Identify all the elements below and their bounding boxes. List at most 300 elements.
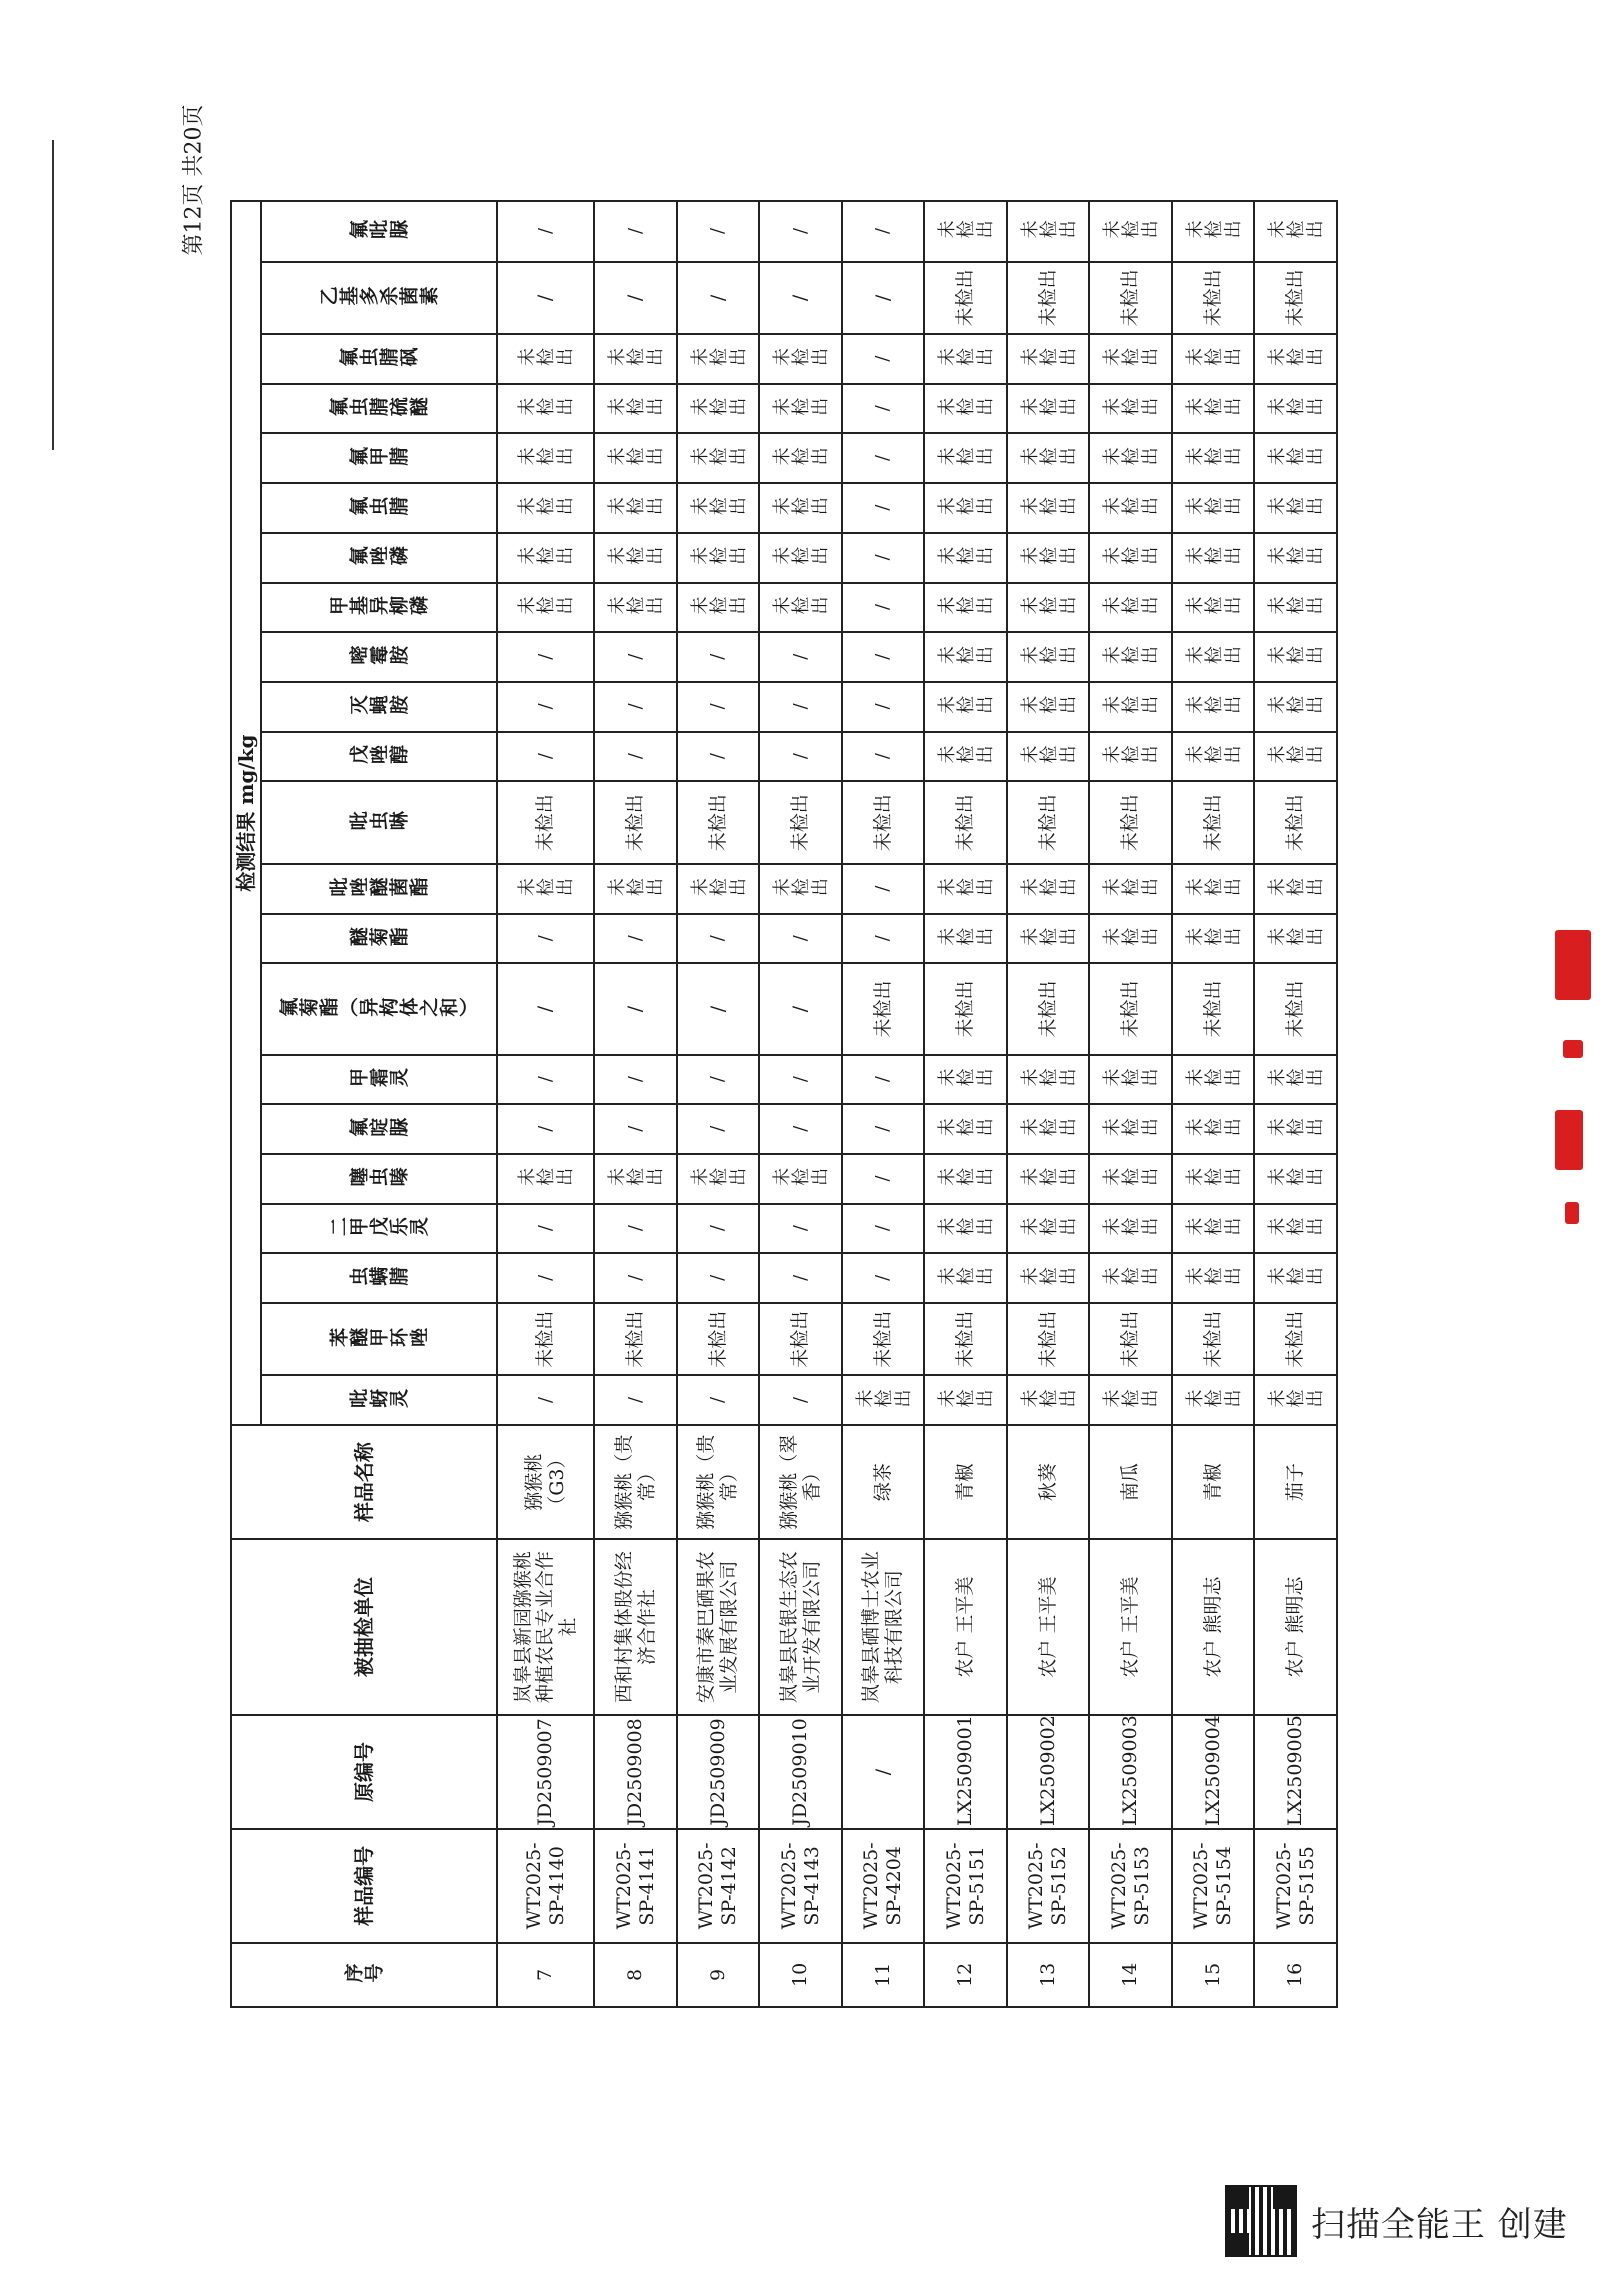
result-cell: 未检出	[1007, 1303, 1090, 1375]
result-cell: /	[497, 1055, 594, 1105]
scanner-label: 扫描全能王 创建	[1311, 2204, 1568, 2245]
result-cell: /	[842, 632, 925, 682]
result-cell: /	[759, 1376, 842, 1426]
result-cell: /	[497, 682, 594, 732]
result-cell: 未检出	[594, 1303, 677, 1375]
result-cell: 未检出	[1007, 1104, 1090, 1154]
result-cell: 未检出	[594, 334, 677, 384]
result-cell: 未检出	[1089, 963, 1172, 1054]
result-cell: 未检出	[1089, 1204, 1172, 1254]
result-cell: 未检出	[924, 781, 1007, 864]
result-cell: 未检出	[1254, 433, 1337, 483]
result-cell: 未检出	[497, 384, 594, 434]
row-orig-id: JD2509009	[677, 1715, 760, 1829]
row-sample-id: WT2025-SP-5152	[1007, 1829, 1090, 1943]
result-cell: /	[497, 914, 594, 964]
row-sample-id: WT2025-SP-5154	[1172, 1829, 1255, 1943]
result-cell: 未检出	[497, 433, 594, 483]
result-cell: /	[759, 732, 842, 782]
result-cell: 未检出	[497, 864, 594, 914]
result-cell: 未检出	[924, 1303, 1007, 1375]
result-cell: 未检出	[677, 1303, 760, 1375]
row-name: 猕猴桃（贵常）	[594, 1425, 677, 1539]
result-cell: 未检出	[497, 483, 594, 533]
result-cell: 未检出	[1254, 533, 1337, 583]
result-cell: /	[842, 1104, 925, 1154]
row-unit: 安康市秦巴硒果农业发展有限公司	[677, 1539, 760, 1715]
result-cell: 未检出	[594, 384, 677, 434]
result-cell: /	[497, 1253, 594, 1303]
result-cell: /	[594, 1104, 677, 1154]
result-cell: 未检出	[924, 1154, 1007, 1204]
result-cell: 未检出	[924, 583, 1007, 633]
result-cell: 未检出	[1007, 433, 1090, 483]
table-row	[924, 201, 1007, 2007]
row-unit: 岚皋县民银生态农业开发有限公司	[759, 1539, 842, 1715]
result-cell: 未检出	[1007, 334, 1090, 384]
result-cell: 未检出	[1089, 483, 1172, 533]
result-cell: /	[842, 384, 925, 434]
result-cell: 未检出	[924, 963, 1007, 1054]
analyte-header: 氟甲腈	[261, 433, 497, 483]
result-cell: 未检出	[924, 334, 1007, 384]
result-cell: 未检出	[1089, 583, 1172, 633]
result-cell: 未检出	[1254, 201, 1337, 262]
result-cell: 未检出	[924, 1055, 1007, 1105]
qr-code-icon	[1225, 2185, 1297, 2257]
analyte-header: 甲基异柳磷	[261, 583, 497, 633]
table-row	[1007, 201, 1090, 2007]
result-cell: 未检出	[924, 533, 1007, 583]
result-cell: 未检出	[842, 781, 925, 864]
red-stamp-fragment	[1555, 930, 1595, 1230]
row-name: 猕猴桃（贵常）	[677, 1425, 760, 1539]
result-cell: /	[842, 533, 925, 583]
result-cell: /	[594, 1204, 677, 1254]
result-cell: 未检出	[1172, 334, 1255, 384]
analyte-header: 灭蝇胺	[261, 682, 497, 732]
result-cell: 未检出	[759, 533, 842, 583]
result-cell: 未检出	[759, 1154, 842, 1204]
analyte-header: 氟虫腈	[261, 483, 497, 533]
result-cell: 未检出	[1089, 1104, 1172, 1154]
result-cell: 未检出	[1172, 732, 1255, 782]
result-cell: /	[759, 682, 842, 732]
row-unit: 农户 熊明志	[1254, 1539, 1337, 1715]
result-cell: 未检出	[924, 433, 1007, 483]
result-cell: /	[759, 1104, 842, 1154]
result-cell: 未检出	[1089, 334, 1172, 384]
table-row	[1172, 201, 1255, 2007]
row-name: 南瓜	[1089, 1425, 1172, 1539]
result-cell: 未检出	[1172, 583, 1255, 633]
result-cell: 未检出	[1007, 732, 1090, 782]
result-cell: /	[677, 682, 760, 732]
result-cell: 未检出	[1172, 201, 1255, 262]
row-seq: 10	[759, 1943, 842, 2007]
result-cell: 未检出	[677, 384, 760, 434]
result-cell: 未检出	[759, 433, 842, 483]
result-cell: 未检出	[1172, 1253, 1255, 1303]
result-cell: 未检出	[1172, 1055, 1255, 1105]
row-unit: 西和村集体股份经济合作社	[594, 1539, 677, 1715]
result-cell: 未检出	[1172, 632, 1255, 682]
result-cell: 未检出	[1089, 864, 1172, 914]
result-cell: 未检出	[924, 201, 1007, 262]
header-results-title: 检测结果 mg/kg	[231, 201, 261, 1425]
result-cell: 未检出	[759, 583, 842, 633]
result-cell: 未检出	[1254, 781, 1337, 864]
result-cell: 未检出	[1007, 583, 1090, 633]
row-name: 猕猴桃（翠香）	[759, 1425, 842, 1539]
result-cell: 未检出	[1254, 632, 1337, 682]
result-cell: /	[594, 1253, 677, 1303]
result-cell: /	[677, 1376, 760, 1426]
result-cell: /	[594, 682, 677, 732]
result-cell: 未检出	[1089, 433, 1172, 483]
result-cell: 未检出	[1007, 201, 1090, 262]
result-cell: 未检出	[1172, 963, 1255, 1054]
result-cell: /	[759, 1253, 842, 1303]
analyte-header: 吡虫啉	[261, 781, 497, 864]
analyte-header: 氟唑磷	[261, 533, 497, 583]
result-cell: 未检出	[1007, 781, 1090, 864]
result-cell: 未检出	[759, 384, 842, 434]
result-cell: 未检出	[1089, 732, 1172, 782]
result-cell: /	[497, 963, 594, 1054]
result-cell: 未检出	[924, 682, 1007, 732]
result-cell: 未检出	[1254, 914, 1337, 964]
result-cell: 未检出	[594, 533, 677, 583]
result-cell: 未检出	[1172, 864, 1255, 914]
result-cell: 未检出	[1254, 1055, 1337, 1105]
result-cell: /	[759, 1055, 842, 1105]
result-cell: /	[842, 583, 925, 633]
result-cell: /	[497, 201, 594, 262]
row-sample-id: WT2025-SP-5153	[1089, 1829, 1172, 1943]
result-cell: 未检出	[924, 632, 1007, 682]
result-cell: 未检出	[1172, 1104, 1255, 1154]
margin-line	[52, 140, 54, 450]
result-cell: 未检出	[842, 1376, 925, 1426]
row-orig-id: /	[842, 1715, 925, 1829]
result-cell: /	[677, 1204, 760, 1254]
result-cell: /	[677, 262, 760, 334]
result-cell: 未检出	[1172, 384, 1255, 434]
row-seq: 12	[924, 1943, 1007, 2007]
result-cell: 未检出	[1254, 864, 1337, 914]
row-name: 猕猴桃（G3）	[497, 1425, 594, 1539]
result-cell: /	[842, 483, 925, 533]
table-row	[677, 201, 760, 2007]
result-cell: /	[759, 262, 842, 334]
result-cell: 未检出	[1172, 1376, 1255, 1426]
table-row	[759, 201, 842, 2007]
table-row	[842, 201, 925, 2007]
row-unit: 农户 王平美	[924, 1539, 1007, 1715]
result-cell: 未检出	[1089, 1055, 1172, 1105]
result-cell: 未检出	[842, 963, 925, 1054]
row-name: 青椒	[1172, 1425, 1255, 1539]
row-seq: 13	[1007, 1943, 1090, 2007]
row-unit: 岚皋县硒博士农业科技有限公司	[842, 1539, 925, 1715]
row-orig-id: LX2509002	[1007, 1715, 1090, 1829]
result-cell: 未检出	[1172, 682, 1255, 732]
result-cell: /	[677, 201, 760, 262]
result-cell: /	[677, 1104, 760, 1154]
result-cell: /	[759, 632, 842, 682]
result-cell: 未检出	[924, 262, 1007, 334]
result-cell: 未检出	[1007, 963, 1090, 1054]
row-sample-id: WT2025-SP-4141	[594, 1829, 677, 1943]
result-cell: 未检出	[924, 1204, 1007, 1254]
row-unit: 岚皋县新园猕猴桃种植农民专业合作社	[497, 1539, 594, 1715]
result-cell: 未检出	[1172, 781, 1255, 864]
result-cell: 未检出	[759, 334, 842, 384]
result-cell: 未检出	[1254, 732, 1337, 782]
row-seq: 9	[677, 1943, 760, 2007]
result-cell: /	[594, 201, 677, 262]
result-cell: 未检出	[594, 864, 677, 914]
result-cell: /	[677, 632, 760, 682]
row-unit: 农户 王平美	[1007, 1539, 1090, 1715]
analyte-header: 吡蚜灵	[261, 1376, 497, 1426]
row-unit: 农户 王平美	[1089, 1539, 1172, 1715]
result-cell: 未检出	[1254, 1204, 1337, 1254]
result-cell: 未检出	[677, 533, 760, 583]
result-cell: 未检出	[1254, 1303, 1337, 1375]
row-unit: 农户 熊明志	[1172, 1539, 1255, 1715]
result-cell: /	[677, 1055, 760, 1105]
result-cell: 未检出	[594, 583, 677, 633]
header-sample-id: 样品编号	[231, 1829, 497, 1943]
result-cell: /	[594, 262, 677, 334]
result-cell: /	[497, 1204, 594, 1254]
result-cell: 未检出	[1089, 201, 1172, 262]
analyte-header: 氟虫腈砜	[261, 334, 497, 384]
analyte-header: 吡唑醚菌酯	[261, 864, 497, 914]
row-orig-id: JD2509007	[497, 1715, 594, 1829]
result-cell: 未检出	[1172, 1303, 1255, 1375]
result-cell: 未检出	[594, 1154, 677, 1204]
result-cell: 未检出	[1089, 914, 1172, 964]
result-cell: 未检出	[1007, 682, 1090, 732]
row-orig-id: LX2509005	[1254, 1715, 1337, 1829]
result-cell: 未检出	[1007, 1204, 1090, 1254]
result-cell: 未检出	[594, 781, 677, 864]
analyte-header: 噻虫嗪	[261, 1154, 497, 1204]
result-cell: 未检出	[1089, 781, 1172, 864]
result-cell: 未检出	[1172, 483, 1255, 533]
analyte-header: 氟啶脲	[261, 1104, 497, 1154]
result-cell: /	[677, 914, 760, 964]
result-cell: 未检出	[1007, 632, 1090, 682]
result-cell: 未检出	[1254, 483, 1337, 533]
result-cell: 未检出	[1254, 963, 1337, 1054]
row-sample-id: WT2025-SP-4204	[842, 1829, 925, 1943]
result-cell: /	[497, 632, 594, 682]
result-cell: 未检出	[1007, 1154, 1090, 1204]
result-cell: /	[842, 682, 925, 732]
result-cell: 未检出	[1254, 583, 1337, 633]
result-cell: /	[759, 1204, 842, 1254]
result-cell: 未检出	[677, 334, 760, 384]
result-cell: 未检出	[1172, 1204, 1255, 1254]
result-cell: 未检出	[497, 1154, 594, 1204]
analyte-header: 氟虫腈硫醚	[261, 384, 497, 434]
header-seq: 序号	[231, 1943, 497, 2007]
result-cell: 未检出	[677, 483, 760, 533]
result-cell: 未检出	[1254, 1376, 1337, 1426]
result-cell: 未检出	[677, 433, 760, 483]
row-seq: 16	[1254, 1943, 1337, 2007]
result-cell: 未检出	[1172, 433, 1255, 483]
rotated-report-table	[230, 200, 1338, 2008]
analyte-header: 嘧霉胺	[261, 632, 497, 682]
result-cell: /	[594, 963, 677, 1054]
result-cell: 未检出	[1254, 384, 1337, 434]
result-cell: 未检出	[677, 781, 760, 864]
result-cell: 未检出	[1007, 533, 1090, 583]
row-seq: 8	[594, 1943, 677, 2007]
result-cell: 未检出	[1172, 533, 1255, 583]
result-cell: /	[594, 1055, 677, 1105]
analyte-header: 二甲戊乐灵	[261, 1204, 497, 1254]
result-cell: /	[842, 262, 925, 334]
table-row	[1254, 201, 1337, 2007]
result-cell: 未检出	[1089, 384, 1172, 434]
analyte-header: 氟菊酯（异构体之和）	[261, 963, 497, 1054]
result-cell: 未检出	[842, 1303, 925, 1375]
row-seq: 15	[1172, 1943, 1255, 2007]
row-name: 青椒	[924, 1425, 1007, 1539]
result-cell: 未检出	[1254, 1154, 1337, 1204]
result-cell: /	[842, 914, 925, 964]
table-row	[1089, 201, 1172, 2007]
result-cell: 未检出	[1089, 262, 1172, 334]
result-cell: /	[842, 1253, 925, 1303]
result-cell: /	[594, 1376, 677, 1426]
result-cell: 未检出	[924, 483, 1007, 533]
result-cell: /	[842, 334, 925, 384]
result-cell: 未检出	[1007, 1376, 1090, 1426]
result-cell: 未检出	[1089, 632, 1172, 682]
header-unit: 被抽检单位	[231, 1539, 497, 1715]
analyte-header: 苯醚甲环唑	[261, 1303, 497, 1375]
result-cell: 未检出	[1172, 262, 1255, 334]
result-cell: /	[759, 963, 842, 1054]
result-cell: 未检出	[924, 1376, 1007, 1426]
result-cell: 未检出	[759, 781, 842, 864]
result-cell: 未检出	[1254, 1104, 1337, 1154]
result-cell: 未检出	[594, 483, 677, 533]
result-cell: /	[497, 1376, 594, 1426]
result-cell: 未检出	[759, 1303, 842, 1375]
row-seq: 11	[842, 1943, 925, 2007]
result-cell: /	[497, 732, 594, 782]
row-sample-id: WT2025-SP-5155	[1254, 1829, 1337, 1943]
result-cell: 未检出	[1007, 864, 1090, 914]
row-orig-id: LX2509001	[924, 1715, 1007, 1829]
result-cell: /	[842, 1154, 925, 1204]
result-cell: 未检出	[1007, 384, 1090, 434]
result-cell: 未检出	[594, 433, 677, 483]
result-cell: 未检出	[924, 914, 1007, 964]
result-cell: /	[842, 1204, 925, 1254]
row-sample-id: WT2025-SP-5151	[924, 1829, 1007, 1943]
result-cell: 未检出	[677, 864, 760, 914]
result-cell: 未检出	[1089, 1376, 1172, 1426]
row-sample-id: WT2025-SP-4142	[677, 1829, 760, 1943]
table-row	[594, 201, 677, 2007]
result-cell: 未检出	[1007, 914, 1090, 964]
result-cell: 未检出	[677, 583, 760, 633]
result-cell: 未检出	[1254, 334, 1337, 384]
result-cell: 未检出	[924, 864, 1007, 914]
result-cell: /	[594, 632, 677, 682]
result-cell: 未检出	[1007, 1055, 1090, 1105]
row-orig-id: JD2509008	[594, 1715, 677, 1829]
table-row	[497, 201, 594, 2007]
result-cell: 未检出	[1172, 1154, 1255, 1204]
result-cell: /	[497, 262, 594, 334]
row-sample-id: WT2025-SP-4140	[497, 1829, 594, 1943]
analyte-header: 甲霜灵	[261, 1055, 497, 1105]
result-cell: /	[677, 1253, 760, 1303]
result-cell: 未检出	[497, 583, 594, 633]
result-cell: 未检出	[1007, 1253, 1090, 1303]
result-cell: 未检出	[1254, 1253, 1337, 1303]
result-cell: 未检出	[1089, 682, 1172, 732]
result-cell: 未检出	[924, 1253, 1007, 1303]
result-cell: /	[594, 914, 677, 964]
result-cell: 未检出	[1089, 1154, 1172, 1204]
result-cell: /	[677, 732, 760, 782]
result-cell: 未检出	[924, 384, 1007, 434]
header-orig-id: 原编号	[231, 1715, 497, 1829]
result-cell: 未检出	[1089, 533, 1172, 583]
result-cell: 未检出	[1254, 262, 1337, 334]
row-seq: 14	[1089, 1943, 1172, 2007]
result-cell: /	[594, 732, 677, 782]
result-cell: 未检出	[1007, 262, 1090, 334]
row-orig-id: JD2509010	[759, 1715, 842, 1829]
header-name: 样品名称	[231, 1425, 497, 1539]
row-name: 秋葵	[1007, 1425, 1090, 1539]
analyte-header: 戊唑醇	[261, 732, 497, 782]
result-cell: /	[842, 1055, 925, 1105]
result-cell: 未检出	[1089, 1253, 1172, 1303]
result-cell: /	[759, 201, 842, 262]
row-orig-id: LX2509004	[1172, 1715, 1255, 1829]
result-cell: /	[842, 864, 925, 914]
header-row-1	[231, 201, 261, 2007]
result-cell: 未检出	[924, 1104, 1007, 1154]
result-cell: /	[842, 433, 925, 483]
result-cell: 未检出	[677, 1154, 760, 1204]
result-cell: 未检出	[1254, 682, 1337, 732]
analyte-header: 虫螨腈	[261, 1253, 497, 1303]
result-cell: /	[842, 732, 925, 782]
result-cell: 未检出	[924, 732, 1007, 782]
result-cell: /	[497, 1104, 594, 1154]
table-body	[497, 201, 1337, 2007]
page-number: 第12页 共20页	[181, 104, 207, 256]
analyte-header: 氟吡脲	[261, 201, 497, 262]
result-cell: 未检出	[759, 483, 842, 533]
row-sample-id: WT2025-SP-4143	[759, 1829, 842, 1943]
result-cell: /	[842, 201, 925, 262]
